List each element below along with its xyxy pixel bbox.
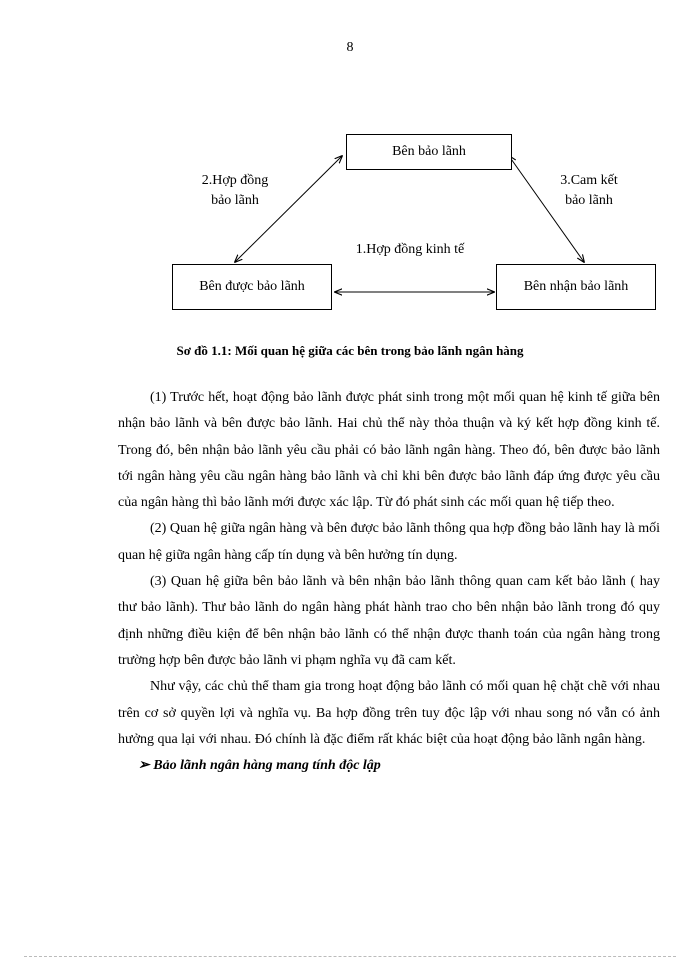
section-heading bbox=[118, 753, 660, 779]
page-divider bbox=[24, 956, 676, 957]
paragraph: (2) Quan hệ giữa ngân hàng và bên được bảo lãnh thông qua hợp đồng bảo lãnh hay là mối quan hệ giữa ngân hàng cấp tín dụng và bên hưởng tín dụng. bbox=[118, 521, 660, 563]
paragraph: Như vậy, các chủ thể tham gia trong hoạt động bảo lãnh có mối quan hệ chặt chẽ với nhau trên cơ sở quyền lợi và nghĩa vụ. Ba hợp đồng trên tuy độc lập với nhau song nó vẫn có ảnh hưởng qua lại với nhau. Đó chính là đặc điểm rất khác biệt của hoạt động bảo lãnh ngân hàng. bbox=[118, 679, 660, 747]
node-guarantor: Bên bảo lãnh bbox=[346, 134, 512, 170]
edge-label-line: 3.Cam kết bbox=[560, 173, 618, 188]
body-text bbox=[118, 385, 660, 779]
page-number: 8 bbox=[346, 40, 354, 55]
edge-label-commitment bbox=[552, 171, 626, 211]
edge-label-line: 2.Hợp đồng bbox=[201, 173, 269, 188]
node-guaranteed: Bên được bảo lãnh bbox=[172, 264, 332, 310]
section-heading-text: Bảo lãnh ngân hàng mang tính độc lập bbox=[153, 758, 381, 774]
edge-label-contract-guarantee bbox=[192, 171, 278, 211]
edge-label-line: bảo lãnh bbox=[565, 193, 613, 208]
edge-label-economic-contract: 1.Hợp đồng kinh tế bbox=[355, 242, 465, 257]
node-beneficiary: Bên nhận bảo lãnh bbox=[496, 264, 656, 310]
edge-label-line: bảo lãnh bbox=[211, 193, 259, 208]
arrow-bullet-icon: ➢ bbox=[138, 758, 150, 774]
diagram-caption: Sơ đồ 1.1: Mối quan hệ giữa các bên trong bảo lãnh ngân hàng bbox=[176, 343, 524, 358]
paragraph: (3) Quan hệ giữa bên bảo lãnh và bên nhận bảo lãnh thông quan cam kết bảo lãnh ( hay thư bảo lãnh). Thư bảo lãnh do ngân hàng phát hành trao cho bên nhận bảo lãnh trong đó quy định những điều kiện để bên nhận bảo lãnh có thể nhận được thanh toán của ngân hàng trong trường hợp bên được bảo lãnh vi phạm nghĩa vụ đã cam kết. bbox=[118, 574, 660, 668]
paragraph: (1) Trước hết, hoạt động bảo lãnh được phát sinh trong một mối quan hệ kinh tế giữa bên nhận bảo lãnh và bên được bảo lãnh. Hai chủ thể này thỏa thuận và ký kết hợp đồng kinh tế. Trong đó, bên nhận bảo lãnh yêu cầu phải có bảo lãnh ngân hàng. Theo đó, bên được bảo lãnh tới ngân hàng yêu cầu ngân hàng bảo lãnh và chỉ khi bên được bảo lãnh đáp ứng được yêu cầu của ngân hàng thì bảo lãnh mới được xác lập. Từ đó phát sinh các mối quan hệ tiếp theo. bbox=[118, 390, 660, 511]
